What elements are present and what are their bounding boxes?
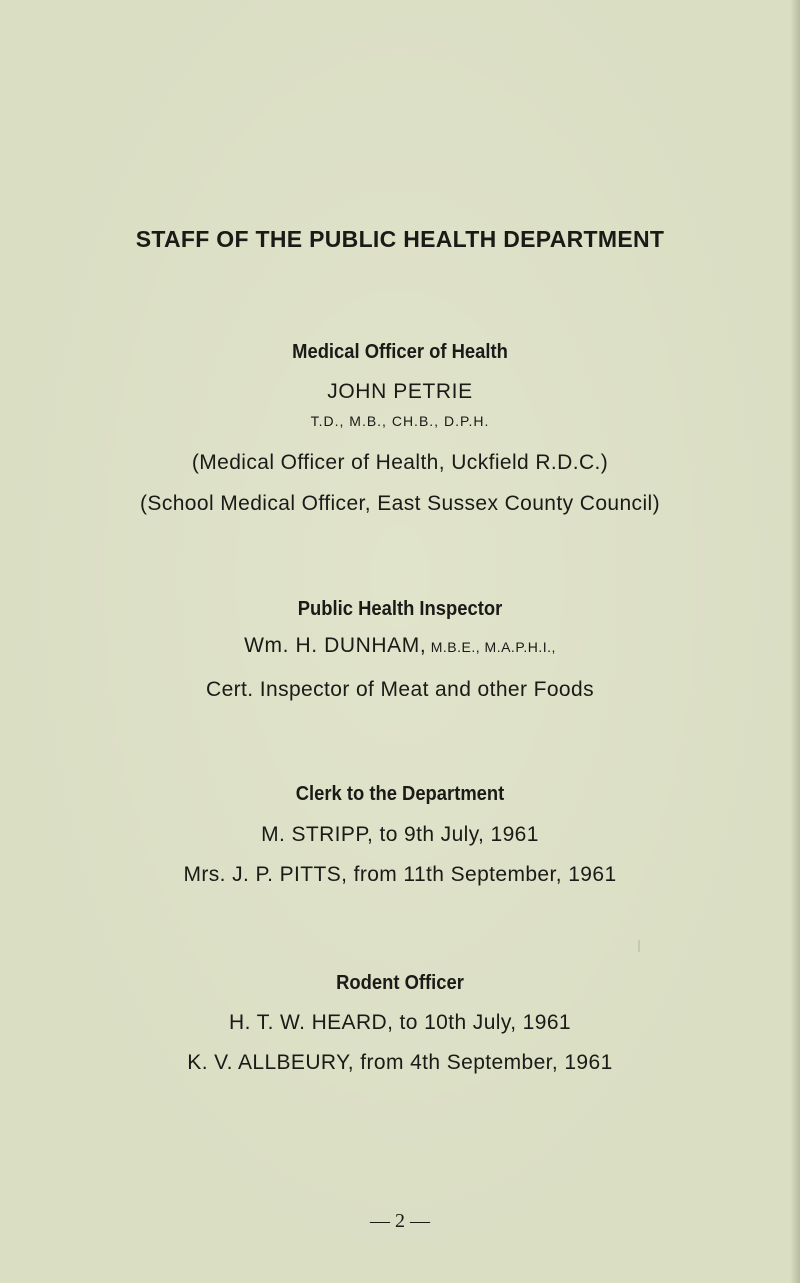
clerk-entry-1: M. STRIPP, to 9th July, 1961 <box>261 823 539 846</box>
moh-role-1: (Medical Officer of Health, Uckfield R.D.C.) <box>191 451 609 474</box>
phi-heading: Public Health Inspector <box>297 598 503 620</box>
paper-speck <box>638 940 640 952</box>
moh-name: JOHN PETRIE <box>327 380 473 403</box>
moh-role-2: (School Medical Officer, East Sussex County Council) <box>140 492 660 515</box>
moh-qualifications: T.D., M.B., CH.B., D.P.H. <box>310 413 490 429</box>
page-number: — 2 — <box>370 1210 430 1232</box>
phi-name-line <box>0 634 800 658</box>
clerk-entry-2: Mrs. J. P. PITTS, from 11th September, 1961 <box>183 863 617 886</box>
moh-heading: Medical Officer of Health <box>292 341 508 363</box>
phi-certification: Cert. Inspector of Meat and other Foods <box>206 678 594 701</box>
rodent-entry-1: H. T. W. HEARD, to 10th July, 1961 <box>229 1011 571 1034</box>
page-title: STAFF OF THE PUBLIC HEALTH DEPARTMENT <box>135 226 665 252</box>
phi-honours: M.B.E., M.A.P.H.I., <box>430 639 556 655</box>
rodent-entry-2: K. V. ALLBEURY, from 4th September, 1961 <box>187 1051 613 1074</box>
rodent-heading: Rodent Officer <box>336 972 464 994</box>
clerk-heading: Clerk to the Department <box>295 783 505 805</box>
phi-name: Wm. H. DUNHAM, <box>244 634 427 657</box>
